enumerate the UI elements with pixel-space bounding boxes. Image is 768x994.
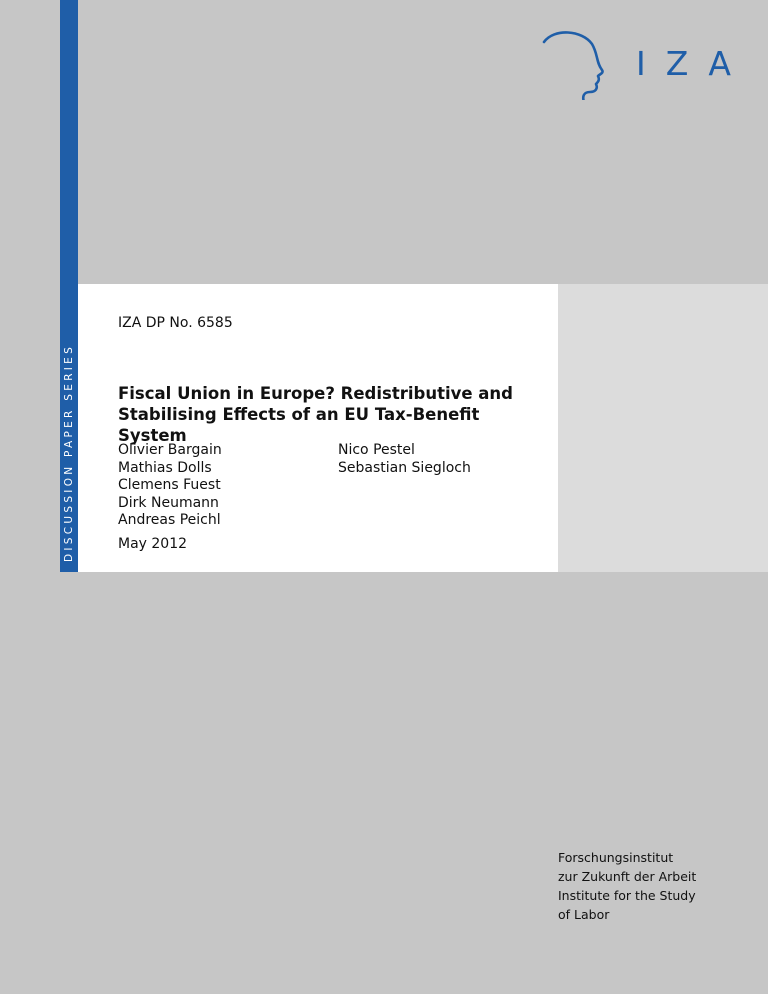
institute-name [558, 848, 696, 924]
author-name: Nico Pestel [338, 442, 415, 458]
institute-line: zur Zukunft der Arbeit [558, 869, 697, 884]
author-name: Olivier Bargain [118, 442, 222, 458]
authors-left-column [118, 442, 222, 530]
authors-right-column [338, 442, 471, 477]
paper-title [118, 383, 538, 446]
institute-line: of Labor [558, 907, 610, 922]
bottom-gray-band [0, 572, 768, 994]
author-name: Sebastian Siegloch [338, 459, 471, 476]
institute-line: Institute for the Study [558, 888, 696, 903]
title-line: Fiscal Union in Europe? Redistributive and [118, 384, 513, 403]
right-light-panel [558, 284, 768, 572]
series-label: DISCUSSION PAPER SERIES [63, 343, 75, 562]
publication-date: May 2012 [118, 536, 188, 552]
author-name: Mathias Dolls [118, 459, 212, 476]
author-name: Andreas Peichl [118, 512, 221, 528]
dp-number: IZA DP No. 6585 [118, 315, 233, 331]
institute-line: Forschungsinstitut [558, 850, 674, 865]
author-name: Dirk Neumann [118, 494, 219, 511]
author-name: Clemens Fuest [118, 477, 221, 493]
title-line: Stabilising Effects of an EU Tax-Benefit System [118, 405, 480, 445]
iza-logo-text: IZA [636, 44, 751, 83]
